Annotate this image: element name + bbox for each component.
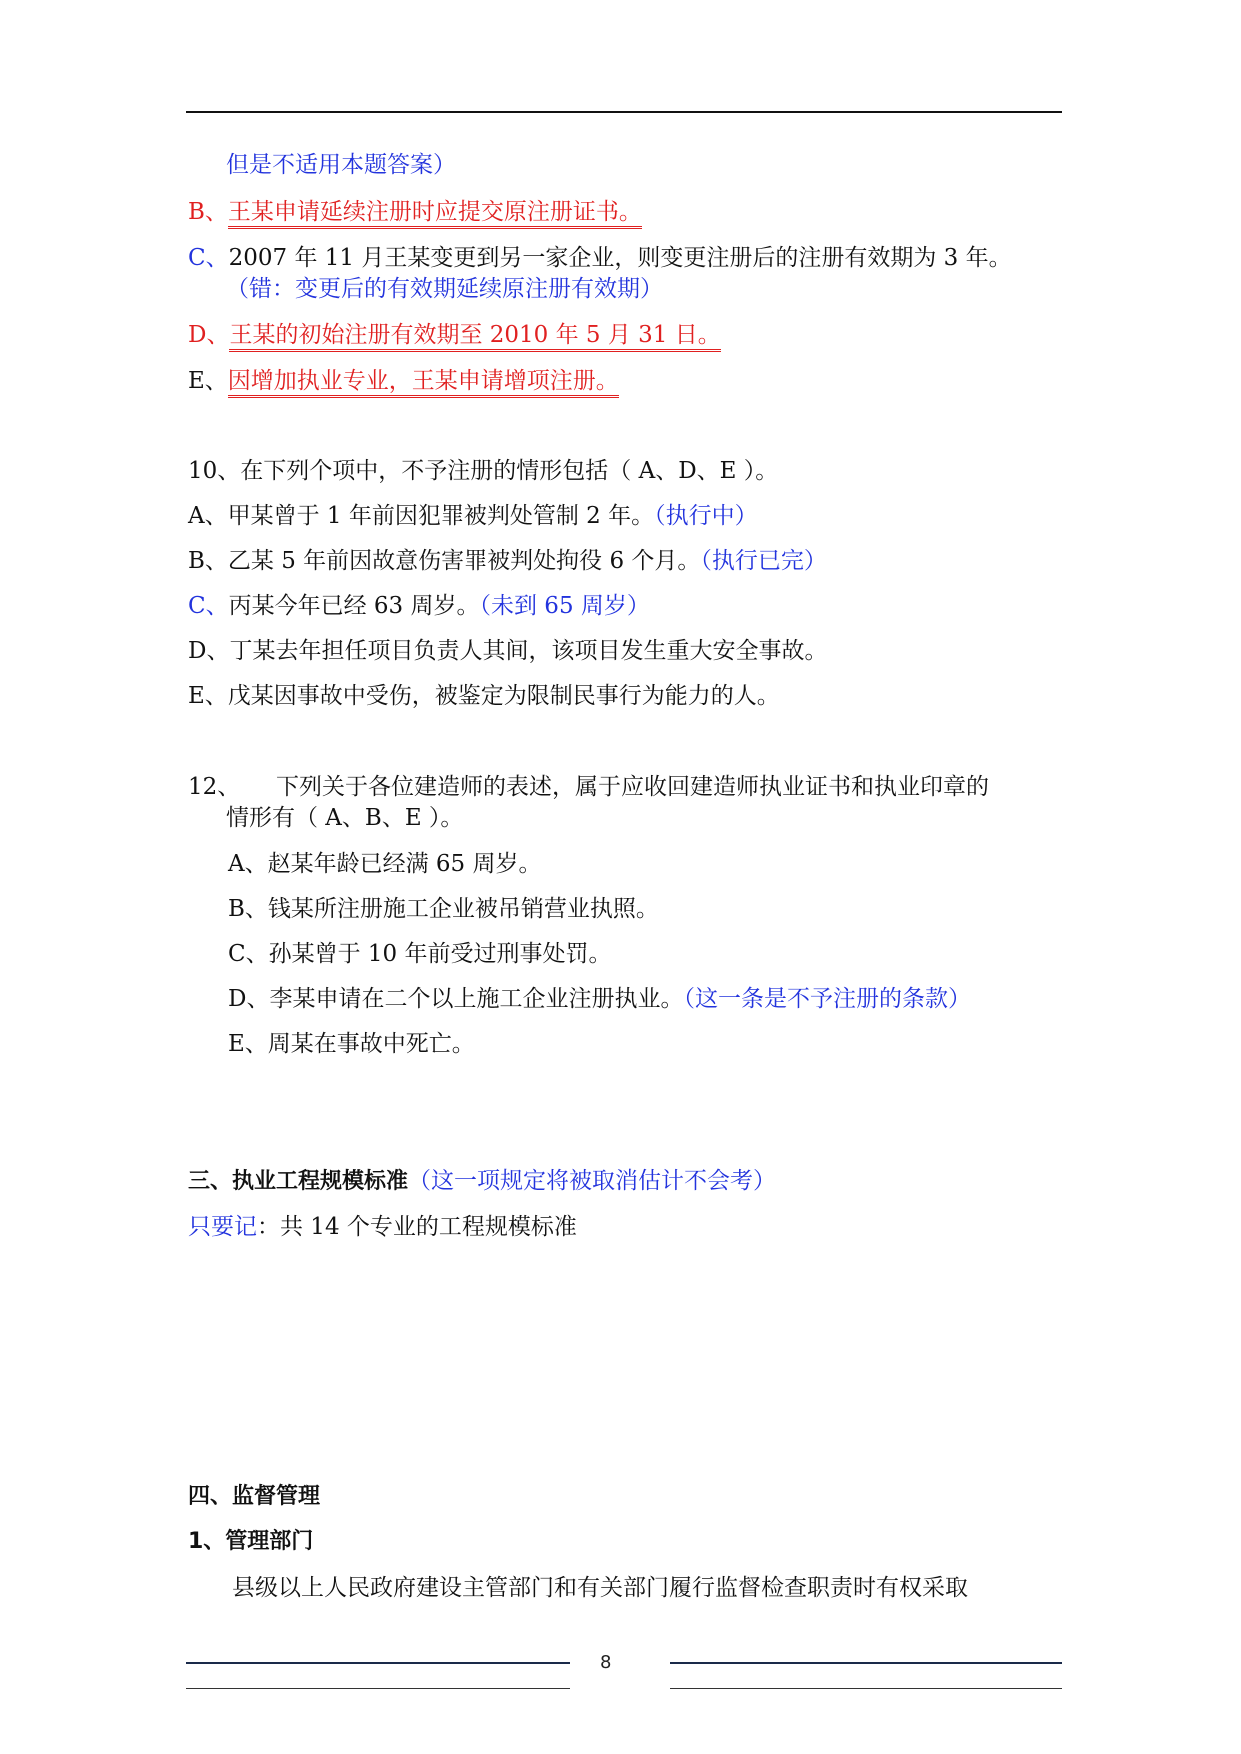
section-3-heading (188, 1166, 776, 1197)
option-label: C、 (188, 245, 229, 271)
q9-option-e (188, 366, 619, 396)
option-note: （未到 65 周岁） (479, 593, 650, 619)
option-label: B、 (188, 199, 228, 225)
q9-option-d (188, 320, 721, 350)
footer-thin-rule-right (670, 1688, 1062, 1689)
header-rule (186, 111, 1062, 113)
option-label: E、 (188, 368, 228, 394)
q12-stem-line2: 情形有（ A、B、E ）。 (226, 805, 464, 831)
q10-stem: 10、在下列个项中，不予注册的情形包括（ A、D、E ）。 (188, 458, 779, 484)
option-label: D、 (188, 322, 230, 348)
q9-option-b (188, 197, 642, 227)
footer-rule-right (670, 1662, 1062, 1664)
footer-thin-rule-left (186, 1688, 570, 1689)
option-text: B、乙某 5 年前因故意伤害罪被判处拘役 6 个月。 (188, 548, 701, 574)
option-note: （执行已完） (700, 548, 827, 574)
section-3-remember (188, 1212, 577, 1242)
q12-option-e: E、周某在事故中死亡。 (228, 1031, 475, 1057)
q12-number: 12、 (188, 774, 241, 800)
q10-option-c (188, 591, 650, 621)
q12-option-a: A、赵某年龄已经满 65 周岁。 (228, 851, 542, 877)
option-text: D、李某申请在二个以上施工企业注册执业。 (228, 986, 684, 1012)
option-note: （执行中） (654, 503, 758, 529)
page-number: 8 (600, 1652, 612, 1673)
q10-option-b (188, 546, 827, 576)
option-note: （这一条是不予注册的条款） (683, 986, 971, 1012)
option-label: C、 (188, 593, 229, 619)
q9-option-c (188, 243, 1012, 273)
section-4-paragraph: 县级以上人民政府建设主管部门和有关部门履行监督检查职责时有权采取 (232, 1575, 968, 1601)
q9-option-c-note: （错：变更后的有效期延续原注册有效期） (226, 276, 663, 302)
option-text: 丙某今年已经 63 周岁。 (228, 593, 480, 619)
option-text: 王某的初始注册有效期至 2010 年 5 月 31 日。 (229, 322, 720, 352)
q10-option-d: D、丁某去年担任项目负责人其间，该项目发生重大安全事故。 (188, 638, 828, 664)
section-4-subheading: 1、管理部门 (188, 1529, 314, 1554)
option-text: 因增加执业专业，王某申请增项注册。 (228, 368, 619, 398)
q12-option-d (228, 984, 971, 1014)
option-text: A、甲某曾于 1 年前因犯罪被判处管制 2 年。 (188, 503, 655, 529)
q12-stem-line1: 下列关于各位建造师的表述，属于应收回建造师执业证书和执业印章的 (276, 774, 989, 800)
q10-option-e: E、戊某因事故中受伤，被鉴定为限制民事行为能力的人。 (188, 683, 780, 709)
section-4-heading: 四、监督管理 (188, 1484, 321, 1509)
q12-option-c: C、孙某曾于 10 年前受过刑事处罚。 (228, 941, 612, 967)
footer-rule-left (186, 1662, 570, 1664)
q9-continuation: 但是不适用本题答案） (226, 152, 456, 178)
remember-text: ：共 14 个专业的工程规模标准 (257, 1214, 577, 1240)
heading-text: 三、执业工程规模标准 (188, 1169, 409, 1194)
remember-label: 只要记 (188, 1214, 257, 1240)
heading-note: （这一项规定将被取消估计不会考） (408, 1168, 777, 1194)
option-text: 2007 年 11 月王某变更到另一家企业，则变更注册后的注册有效期为 3 年。 (228, 245, 1012, 271)
option-text: 王某申请延续注册时应提交原注册证书。 (228, 199, 642, 229)
q10-option-a (188, 501, 758, 531)
q12-option-b: B、钱某所注册施工企业被吊销营业执照。 (228, 896, 659, 922)
